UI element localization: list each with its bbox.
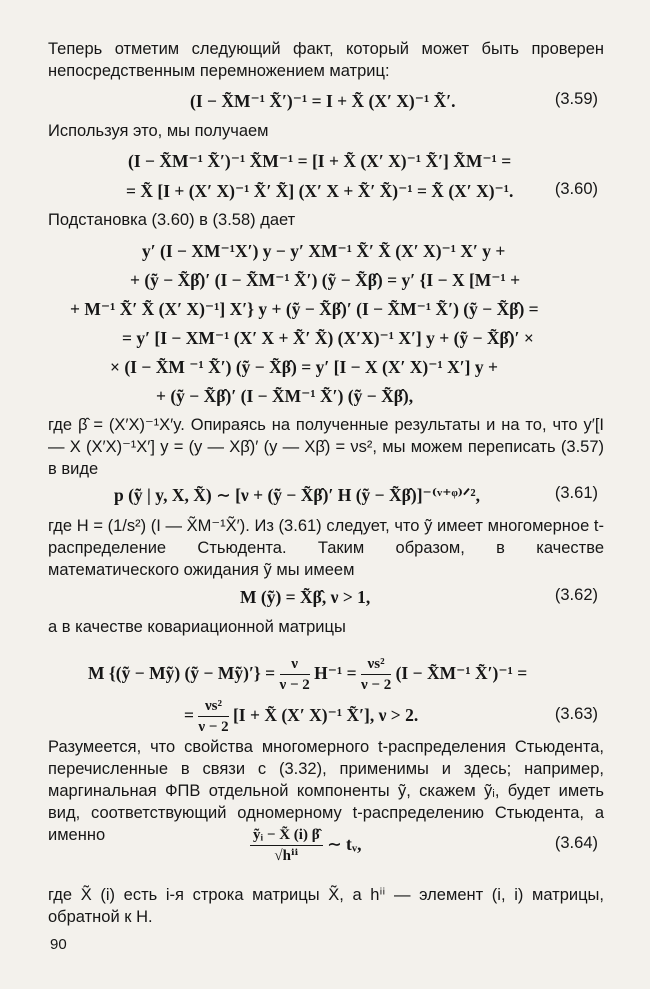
derivation-line-2: + (ỹ − X̃β̂)′ (I − X̃M⁻¹ X̃′) (ỹ − X̃β̂) = y′ {I − X [M⁻¹ + xyxy=(130,270,521,290)
fraction-denominator: ν − 2 xyxy=(360,677,392,694)
fraction-denominator: √hⁱⁱ xyxy=(274,848,299,865)
equation-number-3-62: (3.62) xyxy=(554,586,598,604)
equation-3-61: p (ỹ | y, X, X̃) ∼ [ν + (ỹ − X̃β̂)′ H (ỹ − X̃β̂)]⁻⁽ᵛ⁺ᵠ⁾ᐟ², xyxy=(114,485,480,505)
derivation-line-1: y′ (I − XM⁻¹X′) y − y′ XM⁻¹ X̃′ X̃ (X′ X)⁻¹ X′ y + xyxy=(142,241,506,261)
equation-number-3-61: (3.61) xyxy=(554,484,598,502)
equation-3-64 xyxy=(250,818,361,870)
equation-number-3-64: (3.64) xyxy=(554,834,598,852)
fraction-numerator: νs² xyxy=(361,654,391,675)
equation-3-62: M (ỹ) = X̃β̂, ν > 1, xyxy=(240,587,371,607)
paragraph-of-course: Разумеется, что свойства многомерного t-распределения Стьюдента, перечисленные в связи с (3.32), применимы и здесь; например, маргинальная ФПВ отдельной компоненты ỹ, скажем ỹᵢ, будет иметь вид, соответствующий одномерному t-распределению Стьюдента, а именно xyxy=(48,738,604,844)
fraction-marginal xyxy=(250,825,323,866)
equation-number-3-59: (3.59) xyxy=(554,90,598,108)
derivation-line-5: × (I − X̃M ⁻¹ X̃′) (ỹ − X̃β̂) = y′ [I − X (X′ X)⁻¹ X′] y + xyxy=(110,357,498,377)
eq363b-left: = xyxy=(184,705,194,725)
paragraph-where-beta: где β̂ = (X′X)⁻¹X′y. Опираясь на полученные результаты и на то, что y′[I — X (X′X)⁻¹X′] y = (y — Xβ̂)′ (y — Xβ̂) = νs², мы можем переписать (3.57) в виде xyxy=(48,416,604,478)
paragraph-where-x-i: где X̃ (i) есть i-я строка матрицы X̃, а hⁱⁱ — элемент (i, i) матрицы, обратной к H. xyxy=(48,886,604,926)
fraction-nus2-over xyxy=(198,696,228,737)
eq364-right: ∼ tᵥ, xyxy=(326,834,362,854)
equation-number-3-63: (3.63) xyxy=(554,705,598,723)
derivation-line-6: + (ỹ − X̃β̂)′ (I − X̃M⁻¹ X̃′) (ỹ − X̃β̂), xyxy=(156,386,414,406)
fraction-nu-over xyxy=(280,654,310,695)
fraction-nus2-over xyxy=(361,654,391,695)
fraction-numerator: ỹᵢ − X̃ (i) β̂ xyxy=(250,825,323,846)
equation-3-59: (I − X̃M⁻¹ X̃′)⁻¹ = I + X̃ (X′ X)⁻¹ X̃′. xyxy=(190,91,456,111)
equation-3-60-line2: = X̃ [I + (X′ X)⁻¹ X̃′ X̃] (X′ X + X̃′ X̃)⁻¹ = X̃ (X′ X)⁻¹. xyxy=(126,181,514,201)
page-number: 90 xyxy=(50,936,67,953)
fraction-denominator: ν − 2 xyxy=(279,677,310,694)
equation-3-63-line2 xyxy=(184,692,418,738)
equation-3-60-line1: (I − X̃M⁻¹ X̃′)⁻¹ X̃M⁻¹ = [I + X̃ (X′ X)⁻¹ X̃′] X̃M⁻¹ = xyxy=(128,151,512,171)
paragraph-substitution: Подстановка (3.60) в (3.58) дает xyxy=(48,211,296,229)
paragraph-where-h: где H = (1/s²) (I — X̃M⁻¹X̃′). Из (3.61) следует, что ỹ имеет многомерное t-распределение Стьюдента. Таким образом, в качестве математического ожидания ỹ мы имеем xyxy=(48,517,604,579)
eq363b-right: [I + X̃ (X′ X)⁻¹ X̃′], ν > 2. xyxy=(232,705,419,725)
paragraph-intro: Теперь отметим следующий факт, который может быть проверен непосредственным перемножением матриц: xyxy=(48,40,604,80)
paragraph-covariance: а в качестве ковариационной матрицы xyxy=(48,618,346,636)
fraction-denominator: ν − 2 xyxy=(198,719,229,736)
equation-3-63-line1 xyxy=(88,650,527,696)
derivation-line-3: + M⁻¹ X̃′ X̃ (X′ X)⁻¹] X′} y + (ỹ − X̃β̂)′ (I − X̃M⁻¹ X̃′) (ỹ − X̃β̂) = xyxy=(70,299,539,319)
fraction-numerator: ν xyxy=(280,654,310,675)
equation-number-3-60: (3.60) xyxy=(554,180,598,198)
fraction-numerator: νs² xyxy=(198,696,228,717)
eq363-mid: H⁻¹ = xyxy=(314,663,357,683)
derivation-line-4: = y′ [I − XM⁻¹ (X′ X + X̃′ X̃) (X′X)⁻¹ X′] y + (ỹ − X̃β̂)′ × xyxy=(122,328,534,348)
eq363-right: (I − X̃M⁻¹ X̃′)⁻¹ = xyxy=(395,663,528,683)
paragraph-using-this: Используя это, мы получаем xyxy=(48,122,269,140)
eq363-left: M {(ỹ − Mỹ) (ỹ − Mỹ)′} = xyxy=(88,663,276,683)
